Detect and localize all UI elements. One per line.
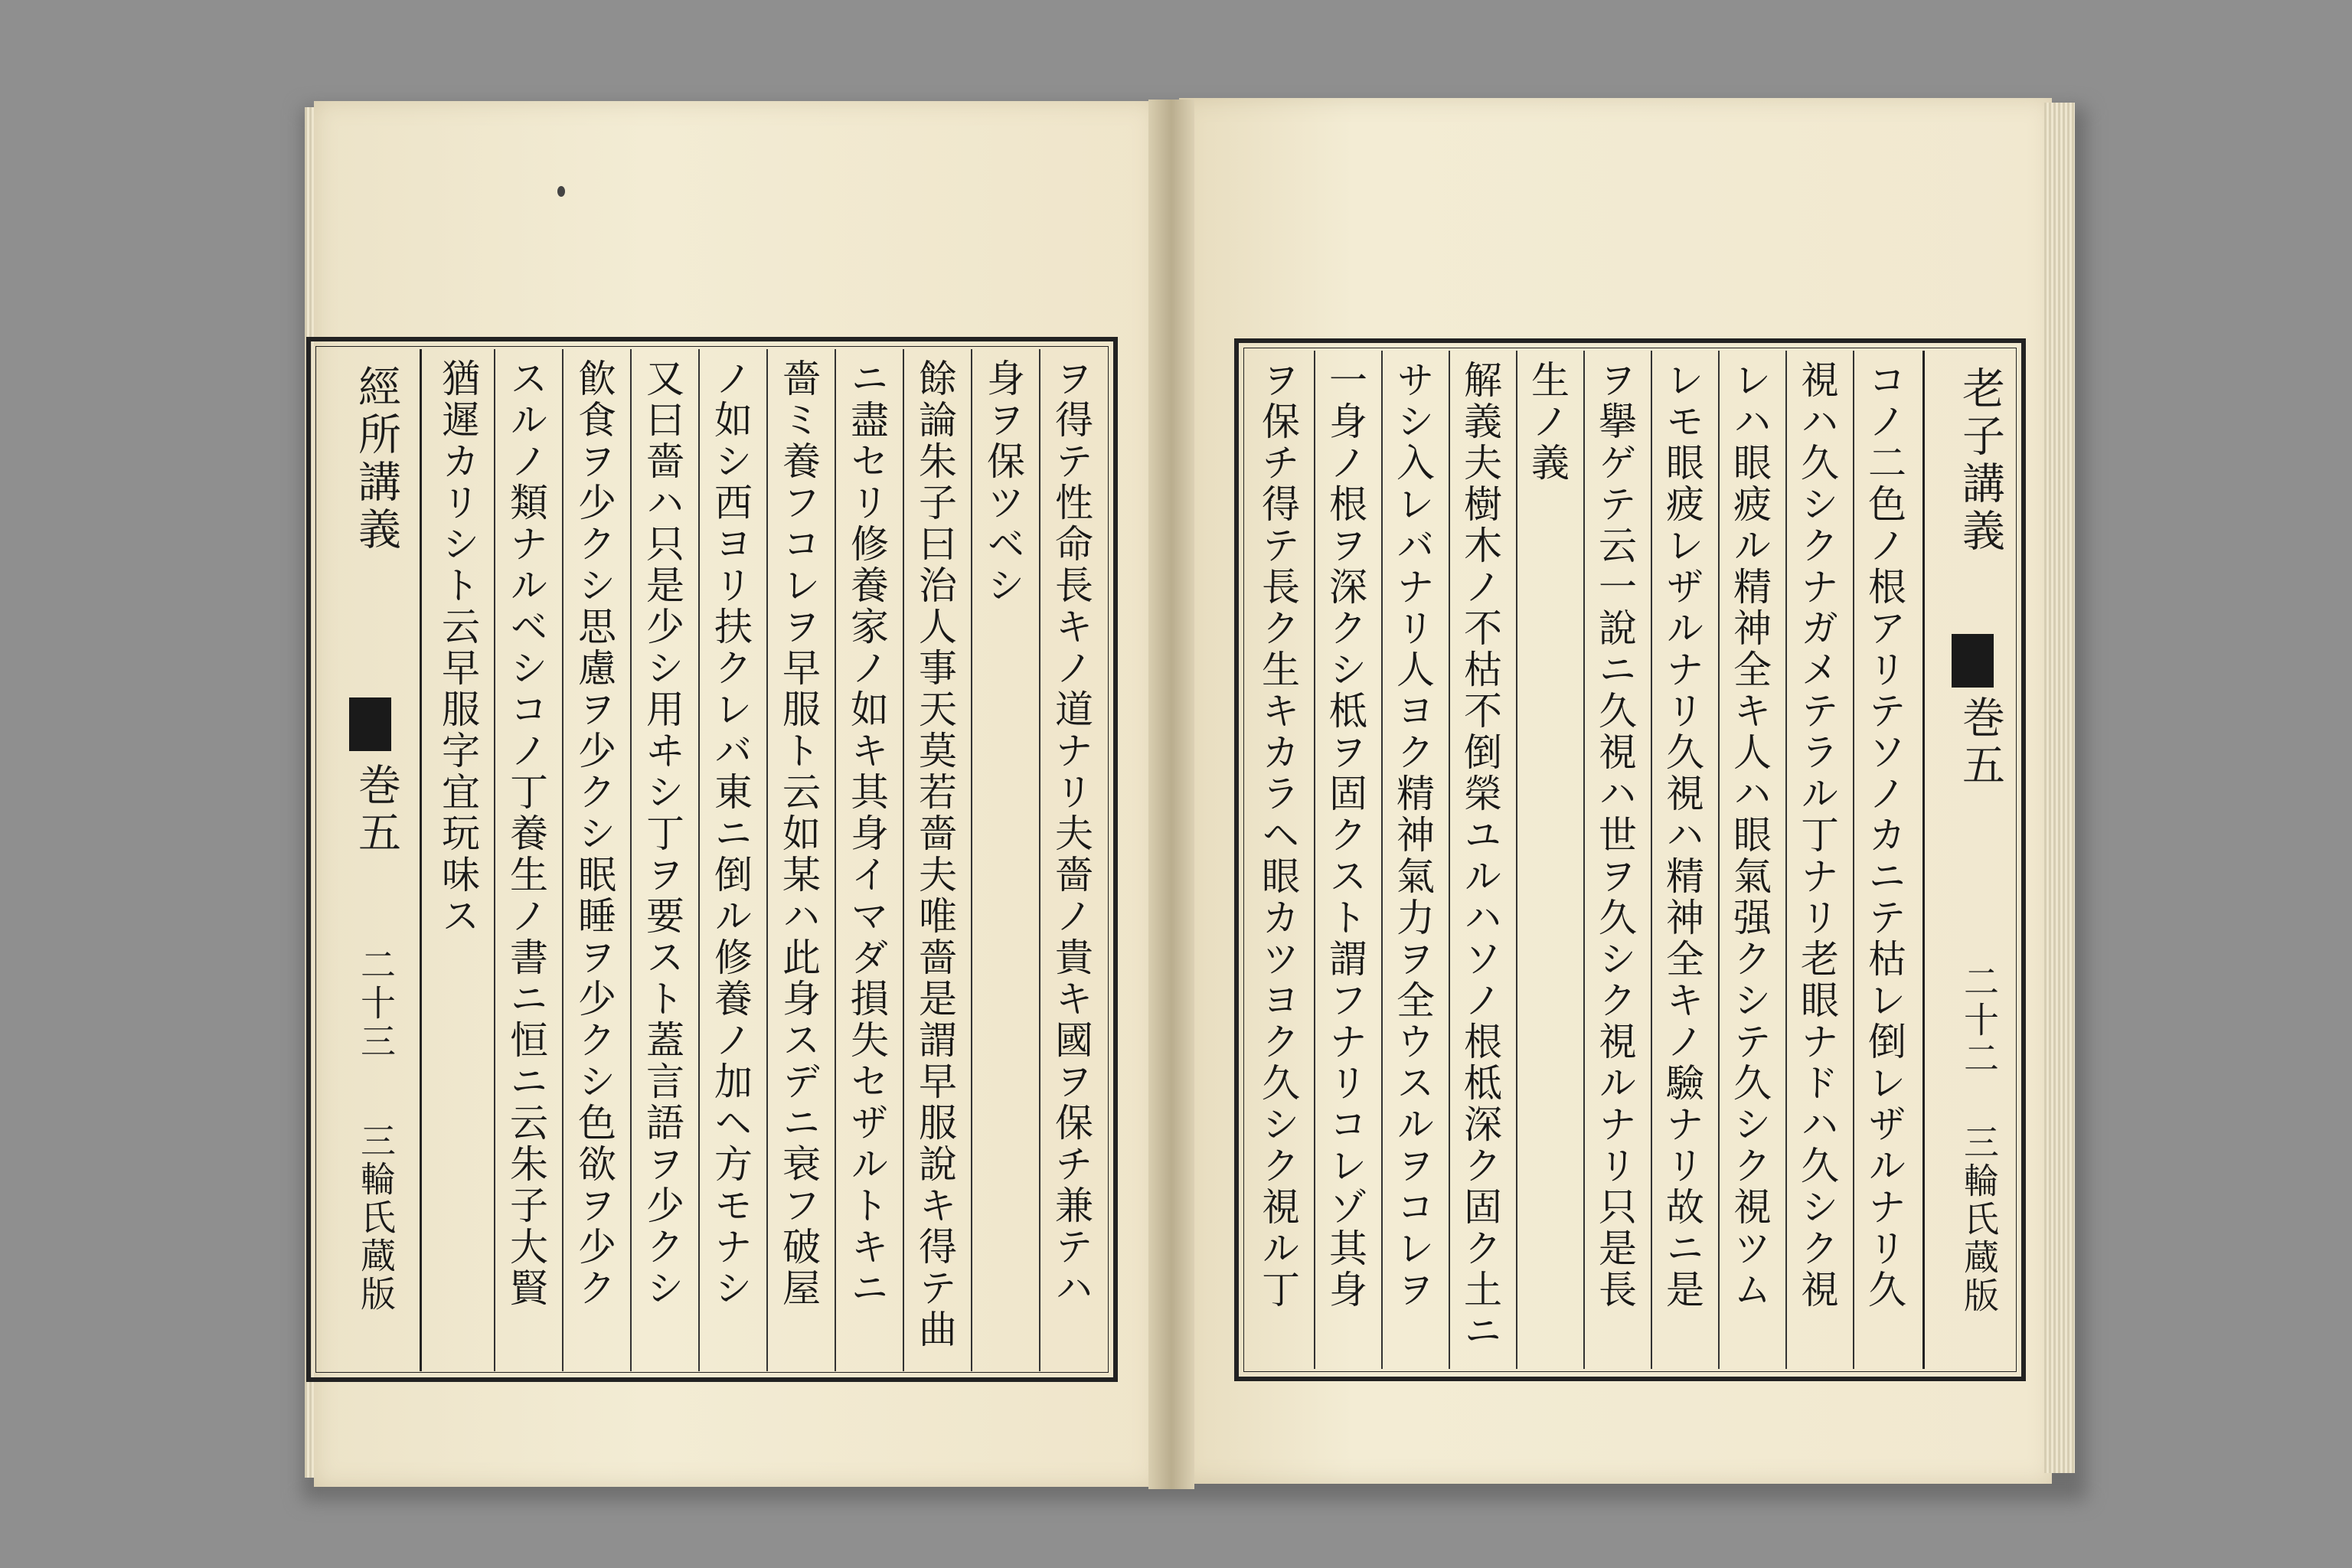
right-running-header: 老子講義 — [1955, 366, 2005, 556]
left-columns — [426, 349, 1107, 1371]
left-running-header: 經所講義 — [351, 364, 401, 554]
left-margin-column — [318, 349, 422, 1371]
right-text-frame — [1234, 338, 2026, 1381]
right-column-9: 一身ノ根ヲ深クシ柢ヲ固クスト謂フナリコレゾ其身 — [1314, 351, 1381, 1369]
left-column-4: ニ盡セリ修養家ノ如キ其身イマダ損失セザルトキニ — [835, 349, 903, 1371]
left-column-7: 又曰嗇ハ只是少シ用ヰシ丁ヲ要スト蓋言語ヲ少クシ — [630, 349, 698, 1371]
left-text-frame — [306, 337, 1118, 1382]
left-volume-label: 巻五 — [351, 763, 401, 858]
left-publisher-mark: 三輪氏蔵版 — [355, 1122, 397, 1314]
right-column-10: ヲ保チ得テ長ク生キカラヘ眼カツヨク久シク視ル丁 — [1256, 360, 1300, 1311]
right-column-2: 視ハ久シクナガメテラル丁ナリ老眼ナドハ久シク視 — [1785, 351, 1853, 1369]
right-column-5: ヲ擧ゲテ云一說ニ久視ハ世ヲ久シク視ルナリ只是長 — [1583, 351, 1651, 1369]
right-column-1: コノ二色ノ根アリテソノカニテ枯レ倒レザルナリ久 — [1853, 351, 1920, 1369]
left-column-9: スルノ類ナルベシコノ丁養生ノ書ニ恒ニ云朱子大賢 — [494, 349, 562, 1371]
right-volume-label: 巻五 — [1955, 695, 2005, 790]
right-column-8: サシ入レバナリ人ヨク精神氣力ヲ全ウスルヲコレヲ — [1381, 351, 1449, 1369]
left-column-6: ノ如シ西ヨリ扶クレバ東ニ倒ル修養ノ加ヘ方モナシ — [698, 349, 766, 1371]
left-column-1: ヲ得テ性命長キノ道ナリ夫嗇ノ貴キ國ヲ保チ兼テハ — [1039, 349, 1107, 1371]
left-page-number: 二十三 — [355, 946, 397, 1061]
right-column-3: レハ眼疲ル精神全キ人ハ眼氣强クシテ久シク視ツム — [1718, 351, 1785, 1369]
right-page-number: 二十二 — [1958, 963, 2000, 1078]
right-columns — [1246, 351, 1920, 1369]
right-page-edge — [2044, 103, 2075, 1473]
left-column-8: 飮食ヲ少クシ思慮ヲ少クシ眠睡ヲ少クシ色欲ヲ少ク — [562, 349, 630, 1371]
right-column-4: レモ眼疲レザルナリ久視ハ精神全キノ驗ナリ故ニ是 — [1651, 351, 1718, 1369]
ink-spot — [557, 186, 565, 197]
book-spine — [1148, 100, 1194, 1489]
left-column-5: 嗇ミ養フコレヲ早服ト云如某ハ此身スデニ衰フ破屋 — [766, 349, 835, 1371]
right-column-7: 解義夫樹木ノ不枯不倒榮ユルハソノ根柢深ク固ク土ニ — [1449, 351, 1516, 1369]
left-column-10: 猶遲カリシト云早服字宜玩味ス — [436, 358, 480, 937]
left-fishtail-mark — [349, 697, 391, 751]
right-column-6: 生ノ義 — [1516, 351, 1583, 1369]
right-fishtail-mark — [1952, 634, 1994, 688]
right-publisher-mark: 三輪氏蔵版 — [1958, 1124, 2000, 1315]
left-column-3: 餘論朱子曰治人事天莫若嗇夫唯嗇是謂早服說キ得テ曲 — [903, 349, 971, 1371]
right-margin-column — [1922, 351, 2018, 1369]
left-column-2: 身ヲ保ツベシ — [971, 349, 1039, 1371]
